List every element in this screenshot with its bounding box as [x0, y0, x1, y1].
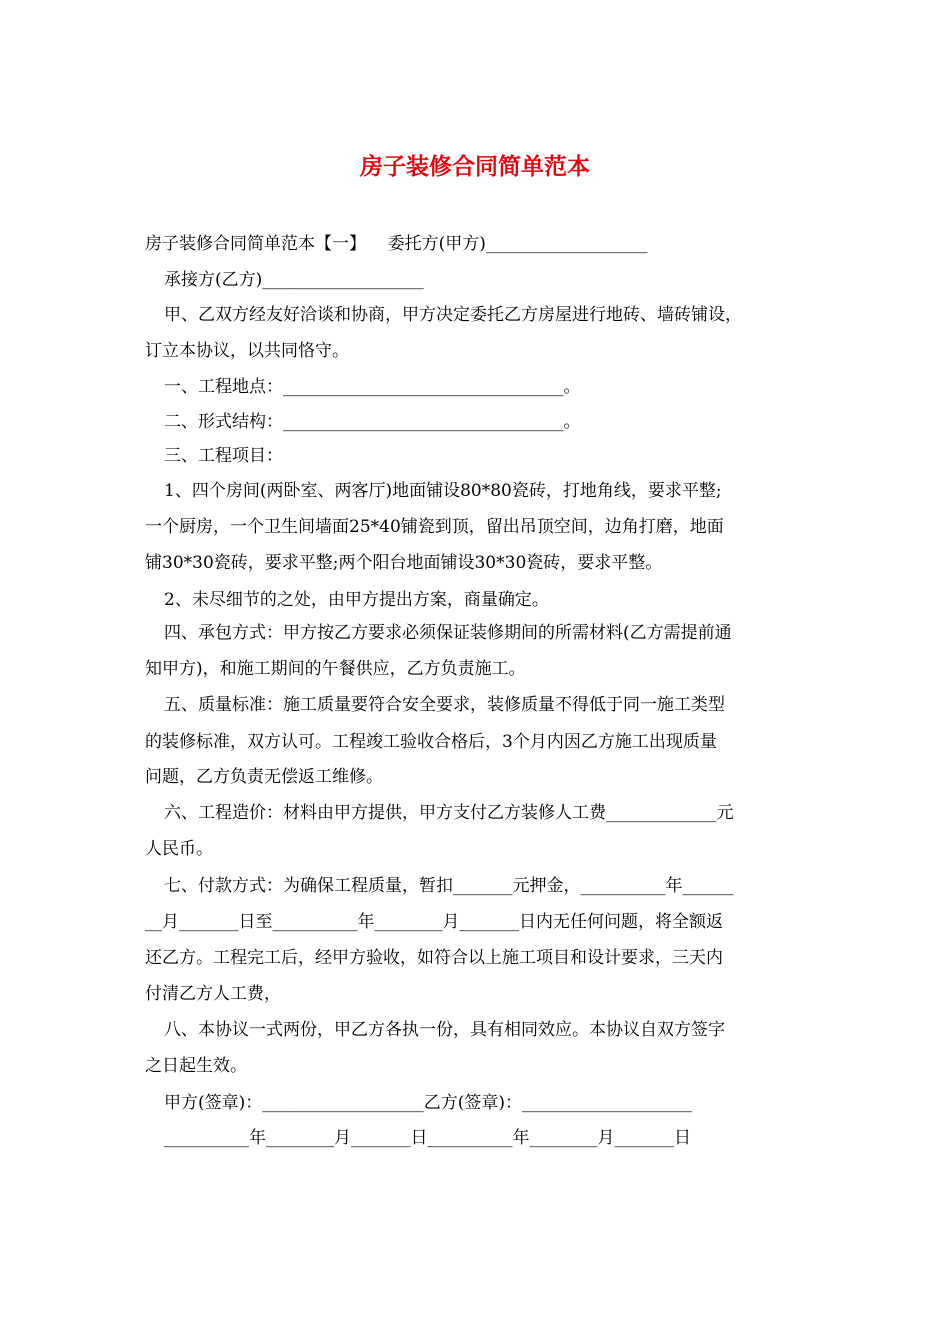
date-line: __________年________月_______日__________年________月_______日: [164, 1128, 691, 1148]
clause-quality-line: 问题，乙方负责无偿返工维修。: [145, 767, 383, 787]
clause-item-2: 2、未尽细节的之处，由甲方提出方案，商量确定。: [164, 590, 549, 610]
clause-contract-mode-line: 知甲方)，和施工期间的午餐供应，乙方负责施工。: [145, 659, 526, 679]
clause-structure: 二、形式结构：_________________________________。: [164, 412, 581, 432]
clause-payment-line: __月_______日至__________年________月_______日内无任何问题，将全额返: [145, 912, 723, 932]
clause-item-1-line: 一个厨房，一个卫生间墙面25*40铺瓷到顶，留出吊顶空间，边角打磨，地面: [145, 517, 724, 537]
intro-paragraph-line: 甲、乙双方经友好洽谈和协商，甲方决定委托乙方房屋进行地砖、墙砖铺设，: [164, 305, 742, 325]
clause-quality-line: 五、质量标准：施工质量要符合安全要求，装修质量不得低于同一施工类型: [164, 695, 725, 715]
party-a-line: 房子装修合同简单范本【一】 委托方(甲方)___________________: [145, 234, 648, 254]
clause-quality-line: 的装修标准，双方认可。工程竣工验收合格后，3个月内因乙方施工出现质量: [145, 732, 717, 752]
clause-cost-line: 六、工程造价：材料由甲方提供，甲方支付乙方装修人工费_____________元: [164, 803, 734, 823]
party-b-line: 承接方(乙方)___________________: [164, 270, 424, 290]
clause-copies-line: 之日起生效。: [145, 1056, 247, 1076]
clause-contract-mode-line: 四、承包方式：甲方按乙方要求必须保证装修期间的所需材料(乙方需提前通: [164, 623, 732, 643]
clause-location: 一、工程地点：_________________________________。: [164, 377, 581, 397]
clause-item-1-line: 1、四个房间(两卧室、两客厅)地面铺设80*80瓷砖，打地角线，要求平整;: [164, 481, 722, 501]
document-title: 房子装修合同简单范本: [360, 153, 590, 180]
clause-copies-line: 八、本协议一式两份，甲乙方各执一份，具有相同效应。本协议自双方签字: [164, 1020, 725, 1040]
signature-line: 甲方(签章)：___________________乙方(签章)：____________________: [164, 1093, 693, 1113]
clause-cost-line: 人民币。: [145, 839, 213, 859]
clause-payment-line: 付清乙方人工费，: [145, 984, 281, 1004]
clause-items-heading: 三、工程项目：: [164, 446, 283, 466]
clause-payment-line: 七、付款方式：为确保工程质量，暂扣_______元押金，__________年______: [164, 876, 734, 896]
clause-payment-line: 还乙方。工程完工后，经甲方验收，如符合以上施工项目和设计要求，三天内: [145, 948, 723, 968]
clause-item-1-line: 铺30*30瓷砖，要求平整;两个阳台地面铺设30*30瓷砖，要求平整。: [145, 553, 663, 573]
intro-paragraph-line: 订立本协议，以共同恪守。: [145, 341, 349, 361]
